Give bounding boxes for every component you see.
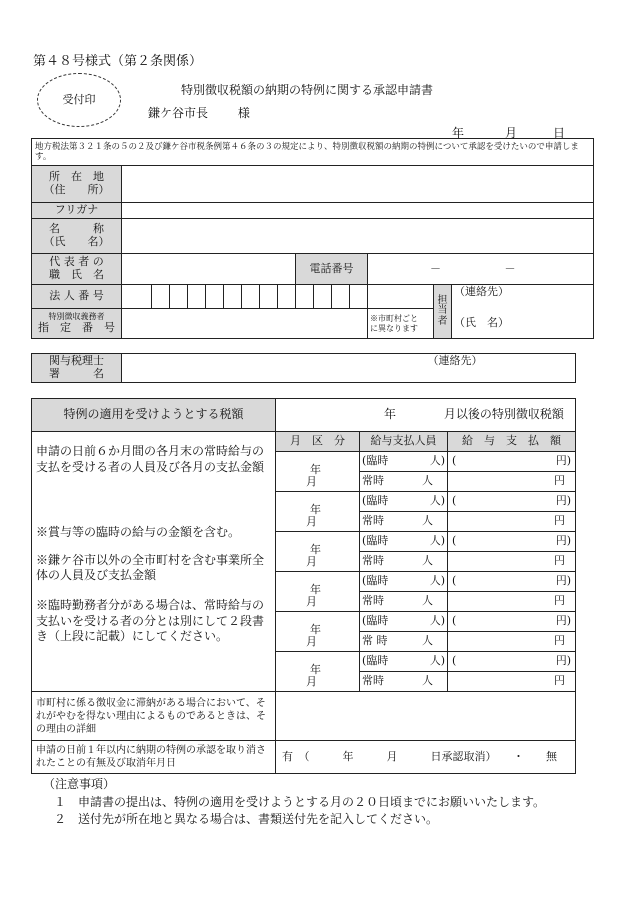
temp-persons[interactable] (360, 532, 448, 552)
corp-digit-9[interactable] (278, 285, 296, 309)
temp-unit: 人) (429, 574, 445, 588)
month-cell[interactable] (276, 652, 360, 692)
month-cell[interactable] (276, 612, 360, 652)
regular-unit: 人 (422, 514, 433, 528)
tanto-char-1: 担 (437, 294, 448, 306)
tax-header-label: 特例の適用を受けようとする税額 (32, 399, 276, 432)
intro-text: 地方税法第３２１条の５の２及び鎌ケ谷市税条例第４６条の３の規定により、特別徴収税額の納期の特例について承認を受けたいので申請します。 (32, 139, 594, 166)
accountant-contact-label: （連絡先） (427, 354, 483, 367)
address-label-line1: 所 在 地 (49, 170, 104, 184)
corp-digit-13[interactable] (350, 285, 368, 309)
col-persons-header: 給与支払人員 (360, 432, 448, 452)
tax-period-year: 年 (384, 407, 397, 422)
corp-digit-5[interactable] (206, 285, 224, 309)
row-year: 年 (310, 542, 321, 556)
month-cell[interactable] (276, 532, 360, 572)
person-contact-field[interactable] (452, 285, 594, 309)
tax-period-field[interactable] (276, 399, 576, 432)
month-cell[interactable] (276, 492, 360, 532)
amt-open: ( (452, 534, 457, 548)
amt-close: 円) (555, 614, 572, 628)
amt-open: ( (452, 454, 457, 468)
regular-label: 常時 (362, 474, 384, 488)
temp-amount[interactable] (448, 492, 576, 512)
row-year: 年 (310, 662, 321, 676)
monthly-description (32, 432, 276, 692)
temp-label: (臨時 (362, 494, 389, 508)
date-month-label: 月 (505, 126, 518, 140)
amt-open: ( (452, 494, 457, 508)
month-cell[interactable] (276, 572, 360, 612)
regular-label: 常時 (362, 514, 384, 528)
regular-unit: 人 (422, 474, 433, 488)
corp-digit-6[interactable] (224, 285, 242, 309)
address-label (32, 166, 122, 203)
corp-digit-4[interactable] (188, 285, 206, 309)
regular-unit: 人 (422, 554, 433, 568)
address-field[interactable] (122, 166, 594, 203)
person-contact-label: （連絡先） (454, 285, 509, 298)
cancellation-label: 申請の日前１年以内に納期の特例の承認を取り消されたことの有無及び取消年月日 (32, 741, 276, 774)
desc-bonus-note: ※賞与等の臨時の給与の金額を含む。 (36, 525, 241, 540)
rep-label-line2: 職 氏 名 (49, 268, 104, 281)
temp-amount[interactable] (448, 572, 576, 592)
corp-digit-7[interactable] (242, 285, 260, 309)
municipality-note (368, 309, 434, 339)
note-line2: に異なります (370, 323, 418, 333)
regular-unit: 人 (422, 594, 433, 608)
tax-accountant-label (32, 354, 122, 383)
document-title: 特別徴収税額の納期の特例に関する承認申請書 (181, 83, 434, 97)
name-label (32, 219, 122, 254)
desc-all-municipalities-note: ※鎌ケ谷市以外の全市町村を含む事業所全体の人員及び支払金額 (36, 552, 265, 583)
desc-main: 申請の日前６か月間の各月末の常時給与の支払を受ける者の人員及び各月の支払金額 (36, 444, 265, 474)
amt-close: 円) (555, 454, 572, 468)
tanto-char-2: 当 (437, 305, 448, 317)
reception-stamp-area (37, 73, 121, 127)
row-year: 年 (310, 462, 321, 476)
tax-accountant-field[interactable] (122, 354, 426, 383)
corp-number-spacer (368, 285, 434, 309)
corp-digit-10[interactable] (296, 285, 314, 309)
regular-amount[interactable]: 円 (448, 472, 576, 492)
name-field[interactable] (122, 219, 594, 254)
temp-persons[interactable] (360, 572, 448, 592)
row-month: 月 (306, 635, 317, 649)
regular-label: 常 時 (362, 634, 388, 648)
amt-close: 円) (555, 534, 572, 548)
desc-temporary-worker-note: ※臨時勤務者分がある場合は、常時給与の支払いを受ける者の分とは別にして２段書き（上段に記載）にしてください。 (36, 597, 265, 644)
phone-dash-1: － (430, 261, 441, 275)
corp-digit-11[interactable] (314, 285, 332, 309)
amt-open: ( (452, 574, 457, 588)
row-month: 月 (306, 555, 317, 569)
regular-persons[interactable] (360, 512, 448, 532)
tax-accountant-table (31, 353, 576, 383)
special-collector-label (32, 309, 122, 339)
temp-label: (臨時 (362, 534, 389, 548)
regular-amount[interactable]: 円 (448, 592, 576, 612)
addressee-name: 鎌ケ谷市長 (148, 106, 209, 120)
regular-persons[interactable] (360, 632, 448, 652)
temp-label: (臨時 (362, 454, 389, 468)
regular-amount[interactable]: 円 (448, 512, 576, 532)
temp-label: (臨時 (362, 614, 389, 628)
corp-digit-1[interactable] (122, 285, 152, 309)
corp-digit-3[interactable] (170, 285, 188, 309)
temp-persons[interactable] (360, 452, 448, 472)
row-month: 月 (306, 475, 317, 489)
amt-close: 円) (555, 574, 572, 588)
special-collector-field[interactable] (122, 309, 368, 339)
regular-label: 常時 (362, 554, 384, 568)
corp-digit-8[interactable] (260, 285, 278, 309)
stamp-label: 受付印 (62, 93, 96, 106)
temp-unit: 人) (429, 494, 445, 508)
name-label-line1: 名 称 (49, 222, 104, 236)
regular-persons[interactable] (360, 552, 448, 572)
accountant-label-line1: 関与税理士 (49, 354, 104, 368)
person-in-charge-label (434, 285, 452, 339)
phone-label: 電話番号 (296, 254, 368, 285)
col-amount-header: 給 与 支 払 額 (448, 432, 576, 452)
tanto-char-3: 者 (437, 315, 448, 327)
temp-amount[interactable] (448, 532, 576, 552)
note-item-1: １ 申請書の提出は、特例の適用を受けようとする月の２０日頃までにお願いいたします。 (54, 795, 546, 809)
temp-persons[interactable] (360, 612, 448, 632)
row-month: 月 (306, 675, 317, 689)
furigana-field[interactable] (122, 203, 594, 219)
temp-amount[interactable] (448, 452, 576, 472)
applicant-table (31, 138, 594, 339)
name-label-line2: （氏 名） (43, 235, 110, 248)
delinquency-label: 市町村に係る徴収金に滞納がある場合において、それがやむを得ない理由によるものであるときは、その理由の詳細 (32, 692, 276, 741)
temp-unit: 人) (429, 454, 445, 468)
temp-label: (臨時 (362, 574, 389, 588)
form-number: 第４８号様式（第２条関係） (33, 54, 203, 69)
person-name-label: （氏 名） (454, 315, 509, 329)
regular-amount[interactable]: 円 (448, 552, 576, 572)
row-month: 月 (306, 595, 317, 609)
date-day-label: 日 (553, 126, 566, 140)
temp-label: (臨時 (362, 654, 389, 668)
note-item-2: ２ 送付先が所在地と異なる場合は、書類送付先を記入してください。 (54, 812, 439, 826)
address-label-line2: （住 所） (43, 183, 110, 196)
corp-digit-2[interactable] (152, 285, 170, 309)
date-year-label: 年 (452, 126, 465, 140)
regular-label: 常時 (362, 674, 384, 688)
notes-heading: （注意事項） (43, 777, 116, 791)
temp-unit: 人) (429, 534, 445, 548)
regular-amount[interactable]: 円 (448, 672, 576, 692)
regular-persons[interactable] (360, 472, 448, 492)
accountant-label-line2: 署 名 (49, 367, 104, 380)
col-month-header: 月 区 分 (276, 432, 360, 452)
corp-digit-12[interactable] (332, 285, 350, 309)
addressee-honorific: 様 (237, 106, 250, 120)
rep-label-line1: 代 表 者 の (49, 255, 104, 269)
regular-unit: 人 (422, 674, 433, 688)
amt-close: 円) (555, 494, 572, 508)
amt-open: ( (452, 654, 457, 668)
amt-close: 円) (555, 654, 572, 668)
addressee (148, 104, 250, 121)
cancellation-field[interactable]: 有 （ 年 月 日承認取消） ・ 無 (276, 741, 576, 774)
representative-label (32, 254, 122, 285)
temp-persons[interactable] (360, 652, 448, 672)
temp-amount[interactable] (448, 652, 576, 672)
tax-period-month: 月以後の特別徴収税額 (443, 407, 564, 422)
ssp-label-line1: 特別徴収義務者 (48, 312, 105, 322)
row-year: 年 (310, 622, 321, 636)
note-line1: ※市町村ごと (370, 313, 418, 323)
row-month: 月 (306, 515, 317, 529)
temp-unit: 人) (429, 614, 445, 628)
main-tax-table (31, 398, 576, 774)
representative-field[interactable] (122, 254, 296, 285)
regular-unit: 人 (422, 634, 433, 648)
temp-persons[interactable] (360, 492, 448, 512)
row-year: 年 (310, 502, 321, 516)
delinquency-field[interactable] (276, 692, 576, 741)
month-cell[interactable] (276, 452, 360, 492)
furigana-label: フリガナ (32, 203, 122, 219)
temp-amount[interactable] (448, 612, 576, 632)
temp-unit: 人) (429, 654, 445, 668)
corporate-number-label: 法 人 番 号 (32, 285, 122, 309)
phone-field[interactable] (368, 254, 594, 285)
row-year: 年 (310, 582, 321, 596)
phone-dash-2: － (504, 261, 516, 275)
regular-label: 常時 (362, 594, 384, 608)
regular-persons[interactable] (360, 672, 448, 692)
regular-persons[interactable] (360, 592, 448, 612)
amt-open: ( (452, 614, 457, 628)
person-name-field[interactable] (452, 309, 594, 339)
tax-accountant-contact[interactable] (426, 354, 576, 383)
ssp-label-line2: 指 定 番 号 (38, 320, 115, 334)
regular-amount[interactable]: 円 (448, 632, 576, 652)
